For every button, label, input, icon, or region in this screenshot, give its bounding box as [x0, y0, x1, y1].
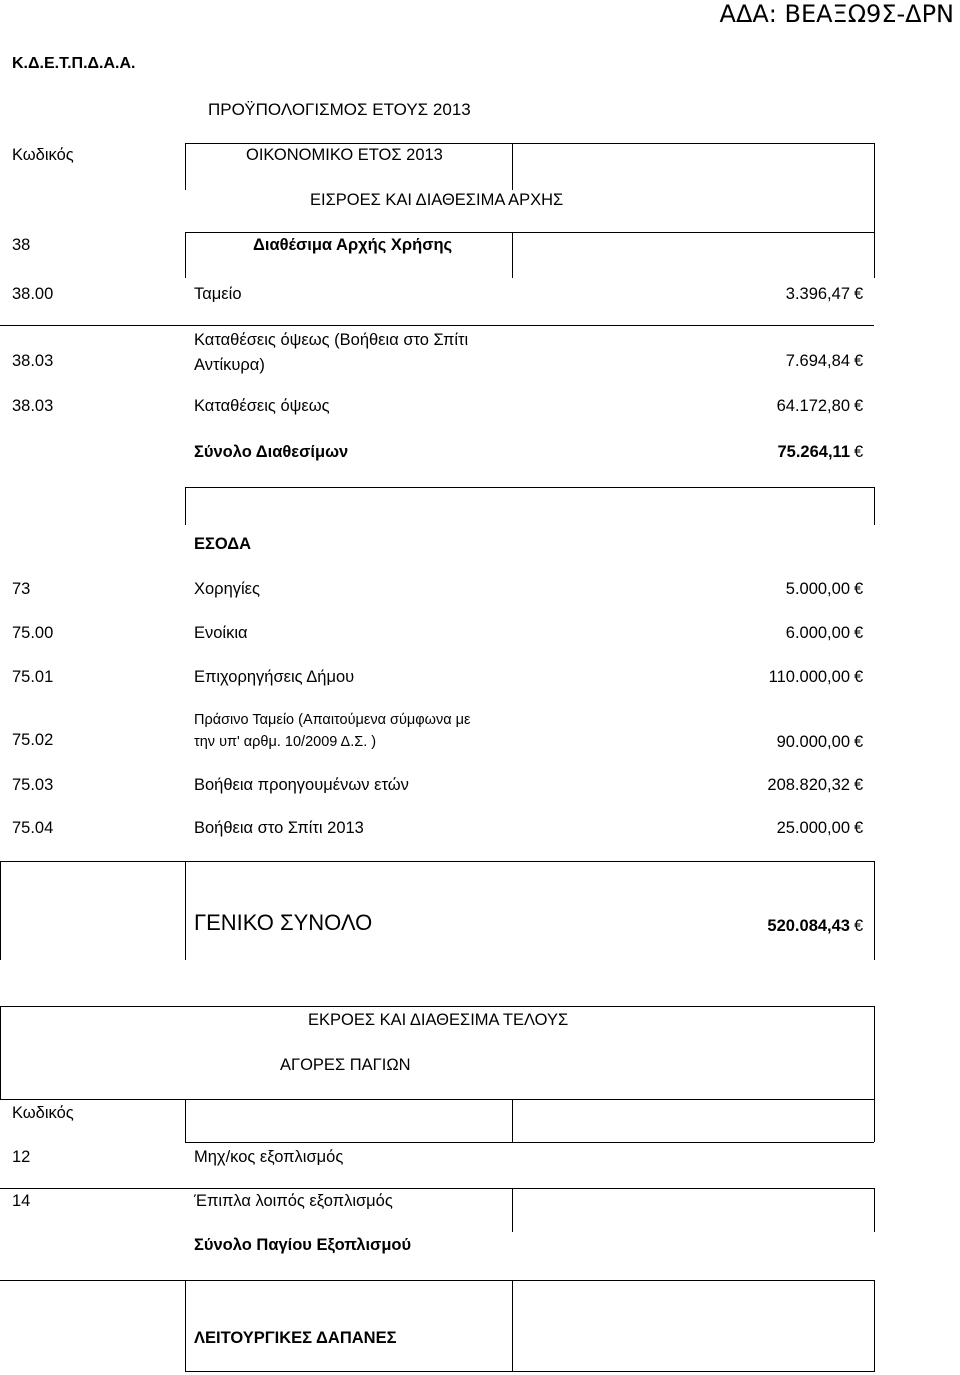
- grid-line: [185, 232, 874, 233]
- row-amount: 64.172,80: [776, 397, 850, 415]
- row-label: Χορηγίες: [194, 580, 260, 598]
- row-label: Επιχορηγήσεις Δήμου: [194, 668, 355, 686]
- available-group-code: 38: [12, 236, 31, 254]
- row-amount: 7.694,84: [785, 352, 850, 370]
- grid-line: [512, 1188, 513, 1232]
- grid-line: [185, 1371, 874, 1372]
- row-code: 75.01: [12, 668, 54, 686]
- euro-icon: €: [854, 397, 864, 415]
- euro-icon: €: [854, 776, 864, 794]
- row-label: Ταμείο: [194, 285, 242, 303]
- grid-line: [0, 861, 1, 960]
- grid-line: [512, 1280, 513, 1372]
- row-label: Καταθέσεις όψεως: [194, 397, 330, 415]
- row-code: 75.00: [12, 624, 54, 642]
- row-code: 38.03: [12, 352, 54, 370]
- grand-total-amount: 520.084,43: [767, 917, 850, 935]
- grid-line: [874, 861, 875, 960]
- code-header: Κωδικός: [12, 146, 74, 164]
- grid-line: [512, 232, 513, 278]
- income-section-title: ΕΙΣΡΟΕΣ ΚΑΙ ΔΙΑΘΕΣΙΜΑ ΑΡΧΗΣ: [310, 191, 564, 209]
- row-label: Καταθέσεις όψεως (Βοήθεια στο Σπίτι Αντίκυρα): [194, 331, 469, 374]
- row-amount: 208.820,32: [767, 776, 850, 794]
- row-amount: 25.000,00: [776, 819, 850, 837]
- grid-line: [874, 143, 875, 278]
- row-amount: 3.396,47: [785, 285, 850, 303]
- row-amount: 110.000,00: [768, 668, 850, 686]
- grid-line: [0, 325, 874, 326]
- total-label: Σύνολο Διαθεσίμων: [194, 443, 349, 461]
- euro-icon: €: [854, 624, 864, 642]
- grid-line: [874, 1006, 875, 1100]
- grid-line: [0, 1006, 1, 1100]
- available-group-label: Διαθέσιμα Αρχής Χρήσης: [253, 236, 453, 254]
- row-code: 14: [12, 1192, 31, 1210]
- grid-line: [185, 487, 874, 488]
- euro-icon: €: [854, 917, 864, 935]
- grid-line: [0, 1280, 874, 1281]
- organization-name: Κ.Δ.Ε.Τ.Π.Δ.Α.Α.: [12, 55, 136, 72]
- grid-line: [185, 861, 186, 960]
- total-amount: 75.264,11: [777, 443, 850, 461]
- assets-title: ΑΓΟΡΕΣ ΠΑΓΙΩΝ: [280, 1056, 411, 1074]
- grid-line: [185, 487, 186, 525]
- row-code: 73: [12, 580, 31, 598]
- expense-section-title: ΕΚΡΟΕΣ ΚΑΙ ΔΙΑΘΕΣΙΜΑ ΤΕΛΟΥΣ: [308, 1011, 569, 1029]
- expense-code-header: Κωδικός: [12, 1104, 74, 1122]
- grand-total-label: ΓΕΝΙΚΟ ΣΥΝΟΛΟ: [194, 910, 373, 935]
- euro-icon: €: [854, 668, 864, 686]
- grid-line: [185, 1099, 186, 1142]
- fiscal-year-header: ΟΙΚΟΝΟΜΙΚΟ ΕΤΟΣ 2013: [246, 146, 443, 164]
- assets-total-label: Σύνολο Παγίου Εξοπλισμού: [194, 1236, 412, 1254]
- revenue-title: ΕΣΟΔΑ: [194, 535, 252, 553]
- budget-title: ΠΡΟΫΠΟΛΟΓΙΣΜΟΣ ΕΤΟΥΣ 2013: [208, 100, 471, 119]
- row-code: 38.03: [12, 397, 54, 415]
- grid-line: [185, 143, 874, 144]
- grid-line: [874, 487, 875, 525]
- grid-line: [185, 232, 186, 278]
- row-amount: 5.000,00: [785, 580, 850, 598]
- grid-line: [512, 1099, 513, 1142]
- row-label: Βοήθεια προηγουμένων ετών: [194, 776, 409, 794]
- grid-line: [0, 1006, 874, 1007]
- grid-line: [185, 1142, 874, 1143]
- row-code: 75.03: [12, 776, 54, 794]
- euro-icon: €: [854, 819, 864, 837]
- euro-icon: €: [854, 580, 864, 598]
- operating-expenses-title: ΛΕΙΤΟΥΡΓΙΚΕΣ ΔΑΠΑΝΕΣ: [194, 1329, 397, 1347]
- row-label: Μηχ/κος εξοπλισμός: [194, 1148, 344, 1166]
- row-amount: 6.000,00: [785, 624, 850, 642]
- row-label: Έπιπλα λοιπός εξοπλισμός: [194, 1192, 393, 1210]
- grid-line: [512, 143, 513, 190]
- row-label: Ενοίκια: [194, 624, 248, 642]
- row-label: Πράσινο Ταμείο (Απαιτούμενα σύμφωνα με την υπ' αρθμ. 10/2009 Δ.Σ. ): [194, 712, 471, 750]
- euro-icon: €: [854, 443, 864, 461]
- grid-line: [185, 143, 186, 190]
- euro-icon: €: [854, 352, 864, 370]
- euro-icon: €: [854, 285, 864, 303]
- grid-line: [185, 1280, 186, 1372]
- grid-line: [874, 1099, 875, 1142]
- grid-line: [0, 861, 874, 862]
- euro-icon: €: [854, 733, 864, 751]
- row-label: Βοήθεια στο Σπίτι 2013: [194, 819, 364, 837]
- row-code: 75.04: [12, 819, 54, 837]
- row-code: 75.02: [12, 731, 54, 749]
- grid-line: [0, 1099, 874, 1100]
- grid-line: [874, 1188, 875, 1232]
- row-amount: 90.000,00: [776, 733, 850, 751]
- ada-code: ΑΔΑ: ΒΕΑΞΩ9Σ-ΔΡΝ: [719, 0, 954, 28]
- row-code: 12: [12, 1148, 31, 1166]
- row-code: 38.00: [12, 285, 54, 303]
- grid-line: [874, 1280, 875, 1372]
- grid-line: [0, 1188, 874, 1189]
